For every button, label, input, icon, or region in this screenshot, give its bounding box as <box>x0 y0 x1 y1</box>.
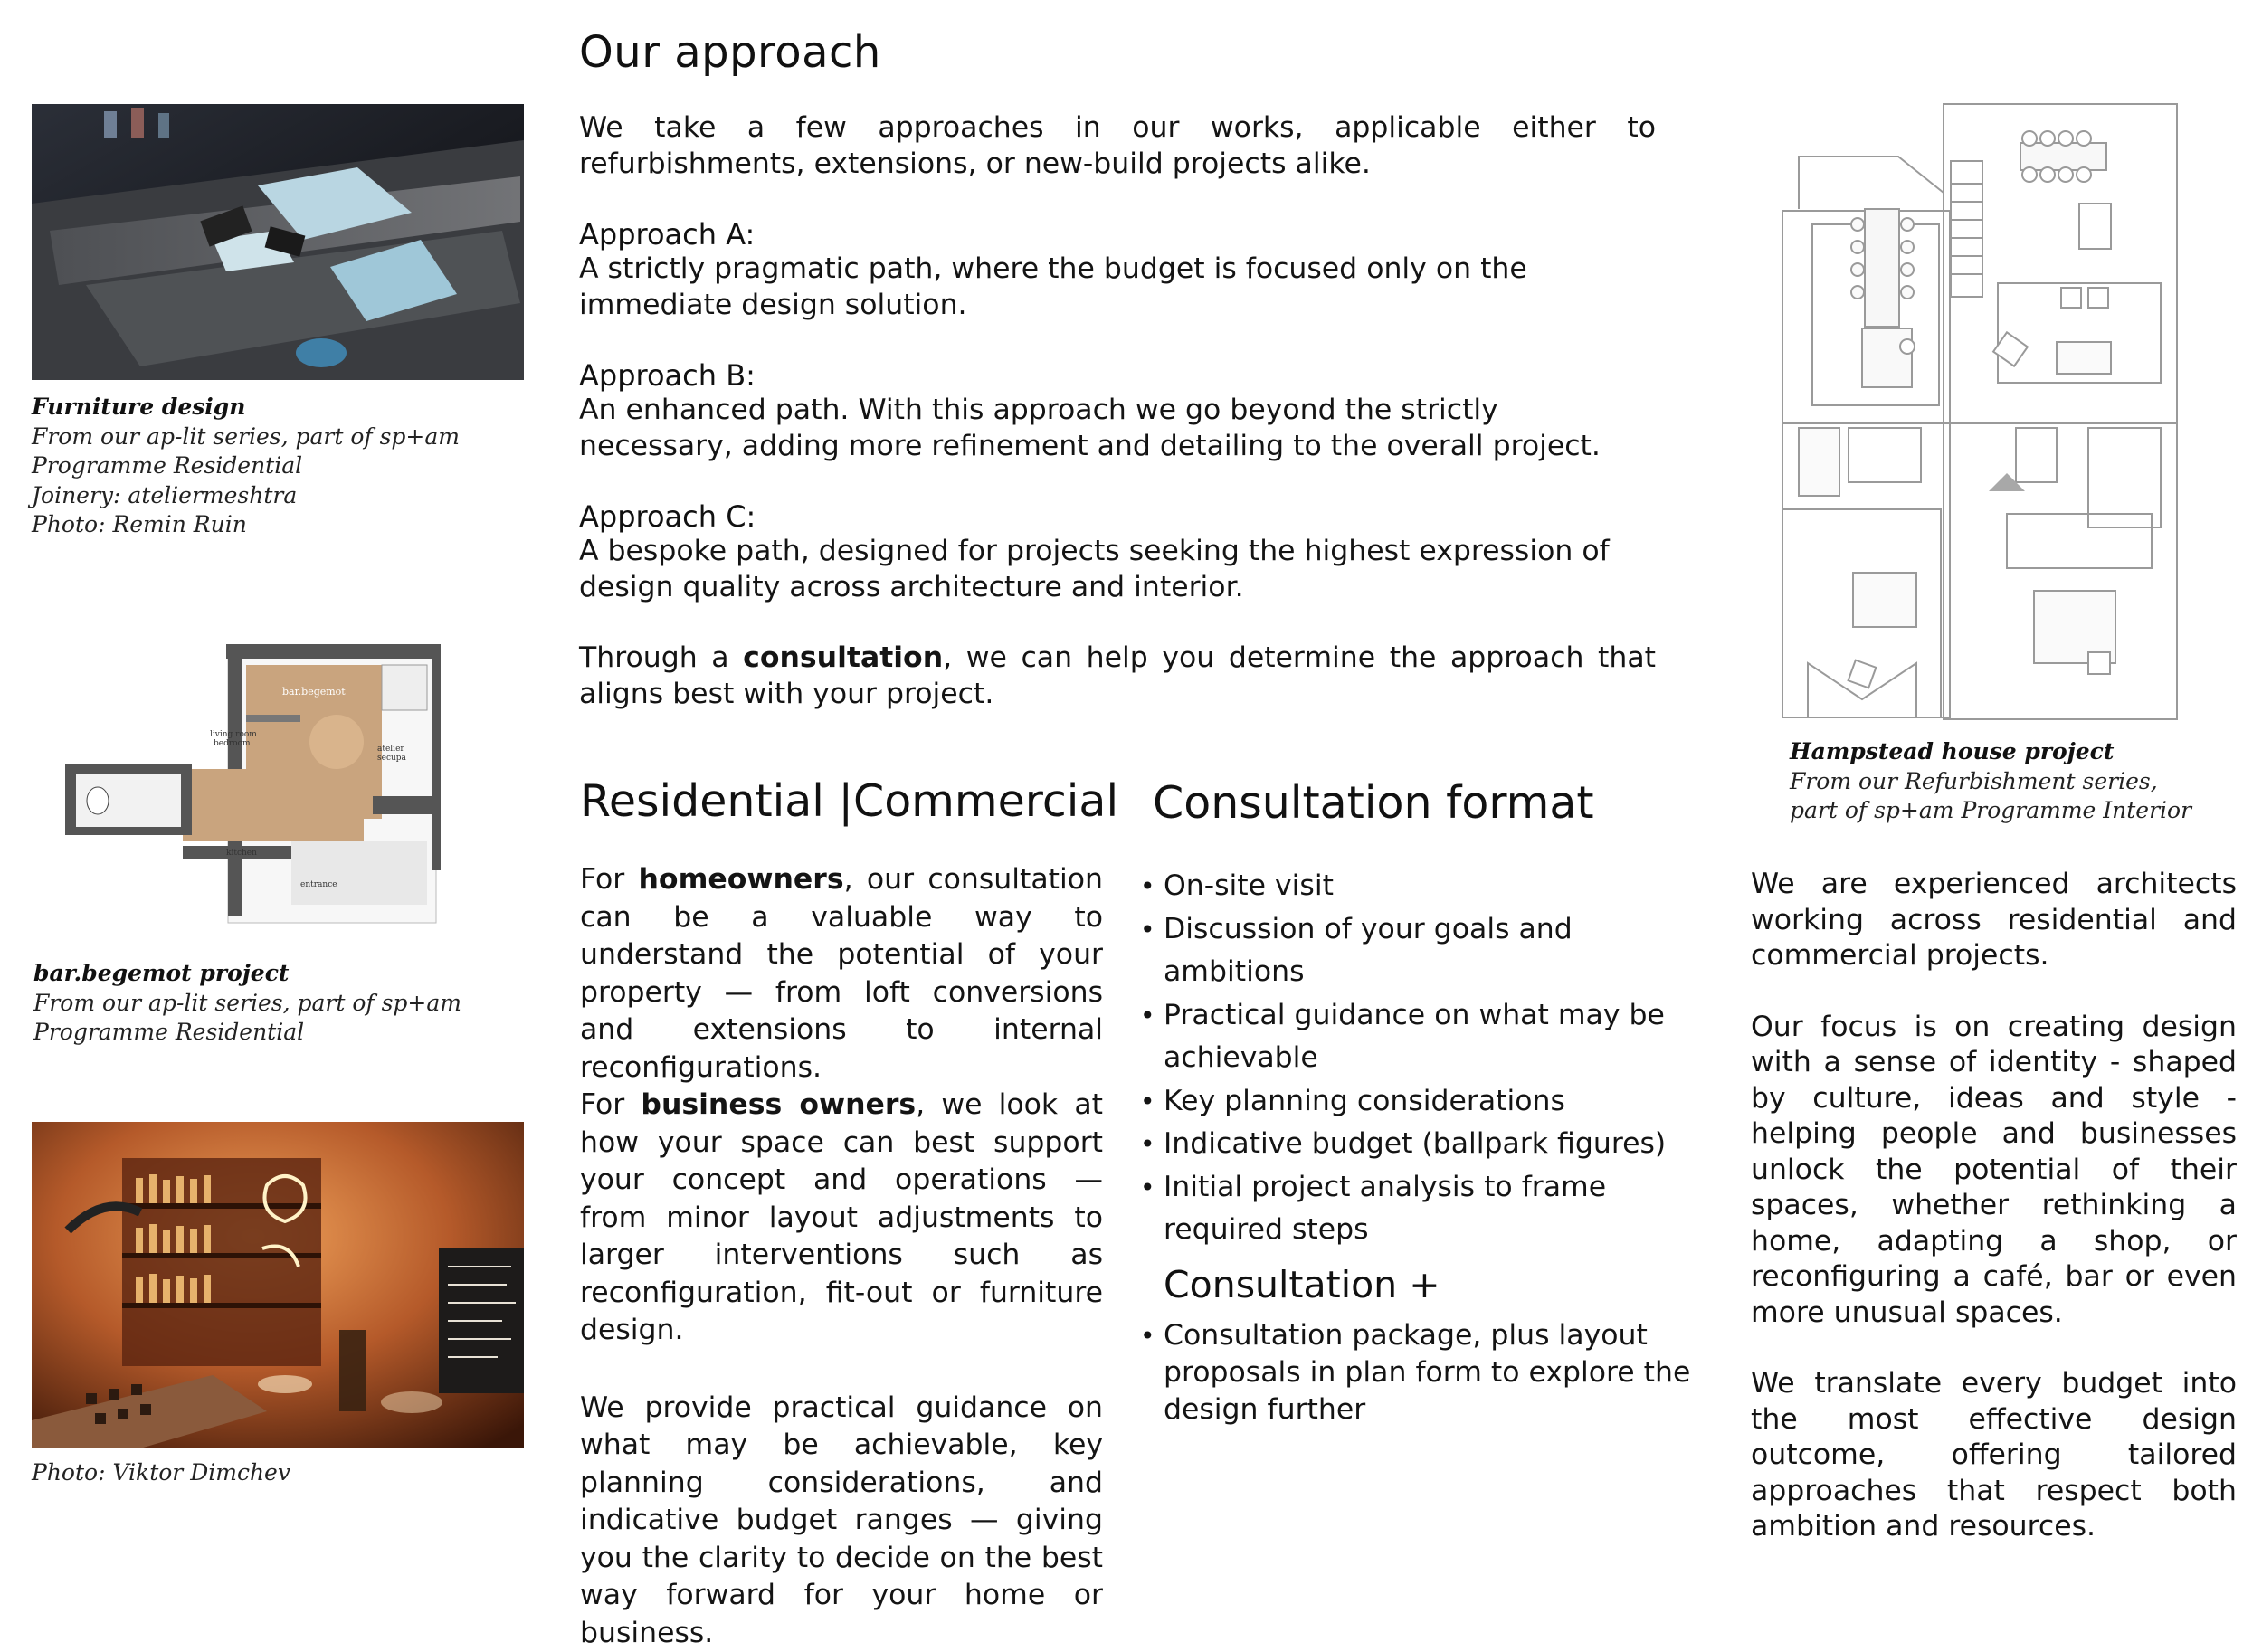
plan-label-entrance: entrance <box>300 880 337 889</box>
bar-photo-credit: Photo: Viktor Dimchev <box>32 1458 538 1488</box>
residential-section <box>580 861 1103 1652</box>
furniture-caption <box>32 393 538 540</box>
res-p1-post: , our consultation can be a valuable way to understand the potential of your property — from loft conversions and extensions to internal reconfigurations. <box>580 863 1103 1084</box>
plan-label-kitchen: kitchen <box>226 849 257 858</box>
about-section <box>1751 867 2237 1545</box>
list-item: • Practical guidance on what may be achievable <box>1140 994 1692 1080</box>
hampstead-floor-plan <box>1781 102 2179 722</box>
residential-business <box>580 1087 1103 1350</box>
furniture-caption-line: From our ap-lit series, part of sp+am <box>32 422 538 452</box>
approach-b-text: An enhanced path. With this approach we go beyond the strictly necessary, adding more refinement and detailing to the overall project. <box>579 393 1656 464</box>
approach-a-title: Approach A: <box>579 217 1656 252</box>
begemot-caption <box>33 959 540 1048</box>
about-focus: Our focus is on creating design with a sense of identity - shaped by culture, ideas and style - helping people and businesses unlock the potential of their spaces, whether rethinking a home, adapting a shop, or reconfiguring a café, bar or even more unusual spaces. <box>1751 1010 2237 1332</box>
hampstead-caption <box>1790 737 2242 826</box>
list-item: • Initial project analysis to frame required steps <box>1140 1166 1692 1252</box>
hampstead-caption-line: From our Refurbishment series, <box>1790 767 2242 797</box>
list-item: • Discussion of your goals and ambitions <box>1140 908 1692 994</box>
res-p1-bold: homeowners <box>639 863 844 896</box>
approach-a-text: A strictly pragmatic path, where the budget is focused only on the immediate design solution. <box>579 252 1656 323</box>
residential-homeowners <box>580 861 1103 1087</box>
plan-label-bedroom: bedroom <box>214 739 251 748</box>
plan-label-secupa: secupa <box>377 754 407 763</box>
furniture-caption-title: Furniture design <box>32 393 538 422</box>
approach-c-text: A bespoke path, designed for projects seeking the highest expression of design quality across architecture and interior. <box>579 534 1656 605</box>
approach-title: Our approach <box>579 27 881 78</box>
hampstead-caption-line: part of sp+am Programme Interior <box>1790 796 2242 826</box>
consultation-list <box>1140 865 1692 1252</box>
begemot-caption-line: Programme Residential <box>33 1018 540 1048</box>
begemot-caption-title: bar.begemot project <box>33 959 540 989</box>
consult-bold: consultation <box>743 641 943 674</box>
res-p1-pre: For <box>580 863 639 896</box>
furniture-caption-line: Programme Residential <box>32 451 538 481</box>
res-p2-post: , we look at how your space can best support your concept and operations — from minor layout adjustments to larger interventions such as reconfiguration, fit-out or furniture design. <box>580 1088 1103 1346</box>
about-experience: We are experienced architects working across residential and commercial projects. <box>1751 867 2237 974</box>
approach-consultation-text <box>579 641 1656 712</box>
plan-label-living: living room <box>210 730 257 739</box>
residential-title: Residential |Commercial <box>580 775 1118 827</box>
approach-intro: We take a few approaches in our works, applicable either to refurbishments, extensions, or new-build projects alike. <box>579 110 1656 182</box>
res-p2-pre: For <box>580 1088 641 1121</box>
consultation-title: Consultation format <box>1153 777 1594 829</box>
approach-c-title: Approach C: <box>579 499 1656 534</box>
plan-label-bar: bar.begemot <box>282 686 346 698</box>
list-item: • Key planning considerations <box>1140 1080 1692 1124</box>
consult-pre: Through a <box>579 641 743 674</box>
consult-post: , we can help you determine the approach that aligns best with your project. <box>579 641 1656 710</box>
list-item: • On-site visit <box>1140 865 1692 908</box>
approach-section <box>579 110 1656 712</box>
consultation-plus-list <box>1140 1317 1692 1429</box>
list-item: • Consultation package, plus layout proposals in plan form to explore the design further <box>1140 1317 1692 1429</box>
list-item: • Indicative budget (ballpark figures) <box>1140 1123 1692 1166</box>
begemot-caption-line: From our ap-lit series, part of sp+am <box>33 989 540 1019</box>
furniture-caption-line: Photo: Remin Ruin <box>32 510 538 540</box>
plan-label-atelier: atelier <box>377 745 404 754</box>
res-p2-bold: business owners <box>641 1088 916 1121</box>
approach-b-title: Approach B: <box>579 358 1656 393</box>
hampstead-caption-title: Hampstead house project <box>1790 737 2242 767</box>
furniture-caption-line: Joinery: ateliermeshtra <box>32 481 538 511</box>
bar-photo <box>32 1122 524 1448</box>
residential-guidance: We provide practical guidance on what may be achievable, key planning considerations, and indicative budget ranges — giving you the clarity to decide on the best way forward for your home or business. <box>580 1390 1103 1652</box>
furniture-photo <box>32 104 524 380</box>
begemot-floor-plan <box>65 624 445 932</box>
consultation-plus-title: Consultation + <box>1164 1263 1440 1306</box>
about-budget: We translate every budget into the most effective design outcome, offering tailored approaches that respect both ambition and resources. <box>1751 1366 2237 1545</box>
